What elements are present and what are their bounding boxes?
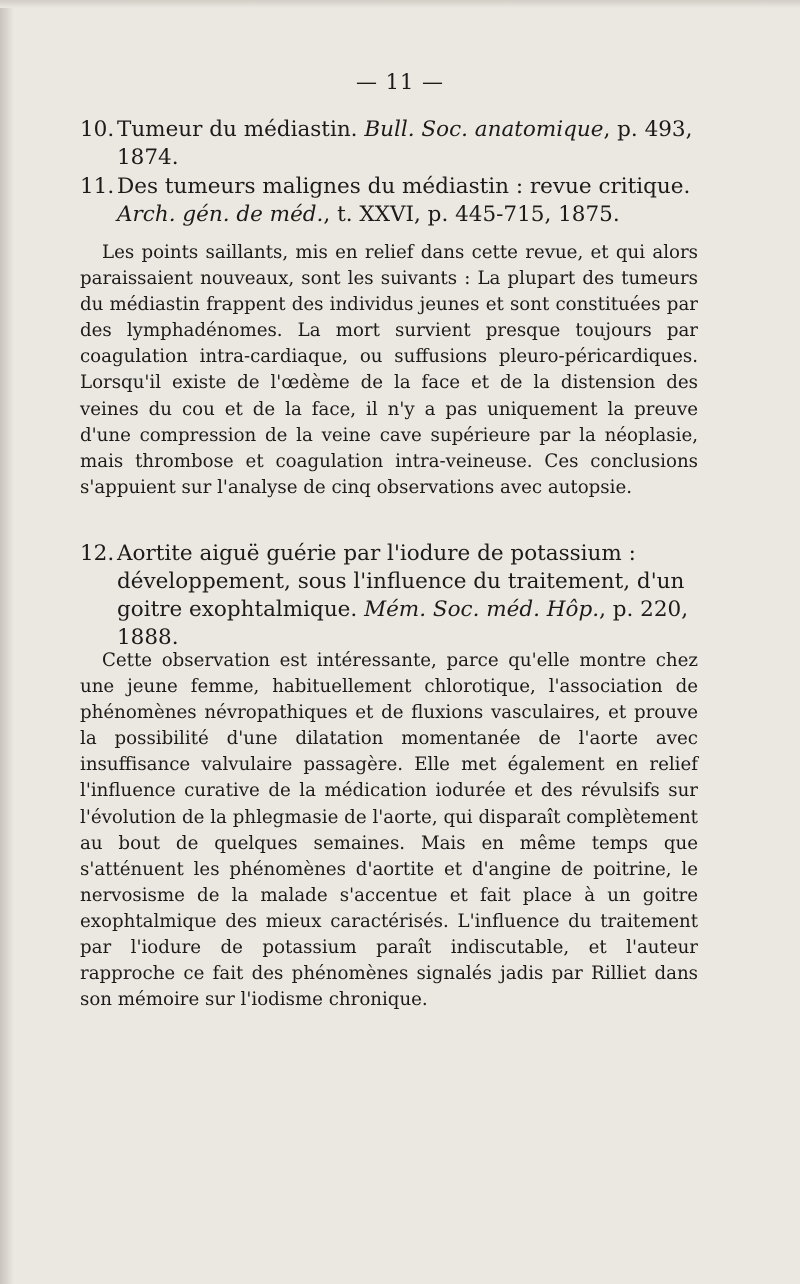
entry-12-summary: Cette observation est intéressante, parce qu'elle montre chez une jeune femme, habituellement chlorotique, l'association de phénomènes névropathiques et de fluxions vasculaires, et prouve la possibilité d'une dilatation momentanée de l'aorte avec insuffisance valvulaire passagère. Elle met également en relief l'influence curative de la médication iodurée et des révulsifs sur l'évolution de la phlegmasie de l'aorte, qui disparaît complètement au bout de quelques semaines. Mais en même temps que s'atténuent les phénomènes d'aortite et d'angine de poitrine, le nervosisme de la malade s'accentue et fait place à un goitre exophtalmique des mieux caractérisés. L'influence du traitement par l'iodure de potassium paraît indiscutable, et l'auteur rapproche ce fait des phénomènes signalés jadis par Rilliet dans son mémoire sur l'iodisme chronique. [80,650,698,1011]
page-number: — 11 — [355,70,445,94]
entry-10-heading [80,116,708,172]
entry-source: Bull. Soc. anatomique [364,117,604,142]
entry-source-detail: , p. 220, 1888. [117,597,689,650]
entry-source-detail: , p. 493, 1874. [117,117,693,170]
page-top-shadow [0,0,800,8]
entry-11-summary: Les points saillants, mis en relief dans cette revue, et qui alors paraissaient nouveaux, sont les suivants : La plupart des tumeurs du médiastin frappent des individus jeunes et sont constituées par des lymphadénomes. La mort survient presque toujours par coagulation intra-cardiaque, ou suffusions pleuro-péricardiques. Lorsqu'il existe de l'œdème de la face et de la distension des veines du cou et de la face, il n'y a pas uniquement la preuve d'une compression de la veine cave supérieure par la néoplasie, mais thrombose et coagulation intra-veineuse. Ces conclusions s'appuient sur l'analyse de cinq observations avec autopsie. [80,242,698,498]
entry-number: 10. [80,117,115,142]
entry-title: Des tumeurs malignes du médiastin : revue critique. [117,174,691,199]
entry-source-detail: , t. XXVI, p. 445-715, 1875. [323,202,620,227]
entry-title: Tumeur du médiastin. [117,117,365,142]
page-edge-shadow [0,0,14,1284]
entry-source: Mém. Soc. méd. Hôp. [364,597,600,622]
entry-number: 12. [80,541,115,566]
entry-number: 11. [80,174,115,199]
entry-12-heading [80,540,708,652]
entry-source: Arch. gén. de méd. [117,202,324,227]
entry-11-heading [80,173,708,229]
entry-title: Aortite aiguë guérie par l'iodure de potassium : développement, sous l'influence du traitement, d'un goitre exophtalmique. [117,541,685,622]
